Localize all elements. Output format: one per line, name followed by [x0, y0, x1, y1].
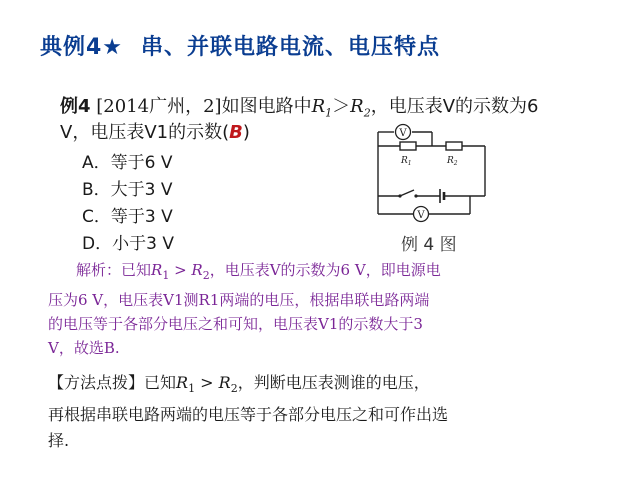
r1-label: $R_1$ — [401, 156, 412, 167]
answer-mark: B — [229, 122, 243, 143]
analysis-block — [48, 258, 588, 360]
r2-label: $R_2$ — [447, 156, 458, 167]
option-d: D．小于3 V — [82, 234, 174, 254]
method-line-2: 再根据串联电路两端的电压等于各部分电压之和可作出选 — [48, 405, 449, 425]
circuit-diagram — [370, 120, 500, 230]
page-title — [40, 30, 440, 61]
title-example: 典例4★ — [40, 35, 124, 60]
question-source: [2014广州，2] — [96, 96, 222, 117]
switch-contact-right — [414, 194, 417, 197]
switch-contact-left — [398, 194, 401, 197]
option-c: C．等于3 V — [82, 207, 173, 227]
option-a: A．等于6 V — [82, 153, 173, 173]
method-line-3: 择. — [48, 431, 70, 451]
question-line-1: 例4 [2014广州，2]如图电路中$R_1>R_2$，电压表V的示数为6 — [60, 96, 539, 120]
analysis-line-1: 解析：已知$R_1 > R_2$，电压表V的示数为6 V，即电源电 — [76, 261, 441, 282]
title-topic: 串、并联电路电流、电压特点 — [141, 35, 441, 60]
method-tip-block — [48, 370, 596, 454]
analysis-line-2: 压为6 V，电压表V1测R1两端的电压，根据串联电路两端 — [48, 291, 430, 309]
question-label: 例4 — [60, 96, 91, 117]
question-line-2: V，电压表V1的示数(B) — [60, 122, 250, 143]
voltmeter-top-label: V — [399, 128, 407, 139]
figure-caption: 例 4 图 — [401, 235, 457, 255]
analysis-line-3: 的电压等于各部分电压之和可知，电压表V1的示数大于3 — [48, 315, 423, 333]
voltmeter-bottom-label: V — [417, 210, 425, 221]
resistor-r1 — [400, 142, 416, 150]
method-line-1: 【方法点拨】已知$R_1 > R_2$，判断电压表测谁的电压， — [48, 373, 430, 396]
resistor-r2 — [446, 142, 462, 150]
analysis-line-4: V，故选B. — [48, 339, 120, 357]
option-b: B．大于3 V — [82, 180, 173, 200]
